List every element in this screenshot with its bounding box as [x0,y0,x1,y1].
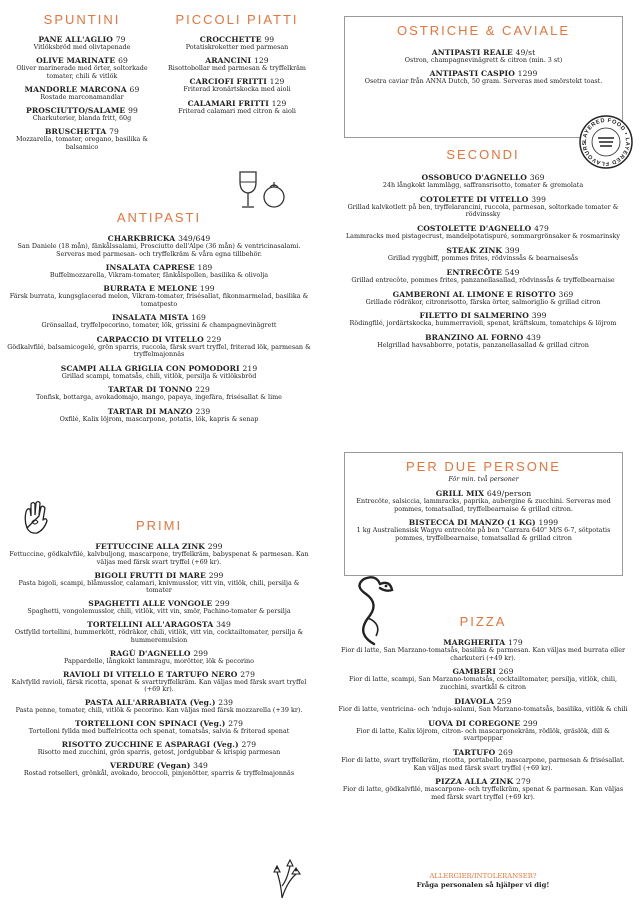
primi-title: PRIMI [135,518,183,533]
menu-item-price: 479 [534,224,549,234]
menu-item-title: RAVIOLI DI VITELLO E TARTUFO NERO [62,669,238,679]
menu-item [6,698,312,715]
menu-item-price: 79 [109,127,119,137]
menu-item-description: Fior di latte, scampi, San Marzano-tomatsås, cocktailtomater, persilja, vitlök, chili, zucchini, svartkål & citron [348,675,618,691]
menu-item [6,571,312,595]
piccoli-piatti-section [160,12,314,120]
menu-item [338,268,628,285]
menu-item-title: SPAGHETTI ALLE VONGOLE [88,599,213,609]
menu-item-price: 99 [128,106,138,116]
menu-item-title: VERDURE (Vegan) [110,761,191,771]
menu-item-description: Grillad scampi, tomatsås, chili, vitlök, persilja & vitlöksbröd [61,371,257,380]
menu-item-description: Pappardelle, långkokt lammragu, morötter, lök & pecorino [63,656,255,665]
menu-item-description: Entrecôte, salsiccia, lammracks, paprika, aubergine & zucchini. Serveras med pommes, tomatsallad, tryffelbearnaise & grillad citron. [356,497,611,513]
menu-item-title: PANE ALL'AGLIO [38,35,113,44]
wine-glass-tomato-icon [232,170,292,212]
menu-item [6,407,312,424]
menu-item-title: STEAK ZINK [446,245,503,255]
menu-item-title: FILETTO DI SALMERINO [419,311,529,321]
menu-item-description: Tonfisk, bottarga, avokadomajo, mango, papaya, ingefära, frisésallat & lime [36,393,282,402]
primi-section [6,518,312,782]
menu-item [348,69,619,86]
menu-item-price: 269 [498,667,514,677]
menu-item-title: ENTRECÔTE [446,267,502,277]
menu-item-description: Helgrillad havsabborre, potatis, panzanellasallad & grillad citron [377,341,589,350]
menu-item-price: 299 [207,542,223,551]
per-due-subtitle: För min. två personer [448,475,519,483]
menu-item [160,35,314,52]
menu-item-description: Rostade marconamandlar [40,92,124,101]
menu-item-title: MARGHERITA [443,638,506,647]
menu-item [348,489,619,513]
ostriche-title: OSTRICHE & CAVIALE [396,23,570,38]
antipasti-section [6,210,312,428]
menu-item-description: Fior di latte, San Marzano-tomatsås, basilika & parmesan. Kan väljas med burrata eller charkuteri (+49 kr). [340,646,626,662]
menu-item-description: Friterad calamari med citron & aioli [178,106,296,115]
menu-item [338,246,628,263]
menu-item-price: 399 [531,194,547,204]
per-due-title: PER DUE PERSONE [406,459,561,474]
spuntini-section [8,12,156,156]
ostriche-section [348,23,619,91]
menu-item-description: Osetra caviar från ANNA Dutch, 50 gram. Serveras med smörstekt toast. [364,77,603,86]
menu-item-price: 279 [228,719,243,729]
menu-item-description: Tortelloni fyllda med buffelricotta och spenat, tomatsås, salvia & friterad spenat [28,727,290,736]
menu-item [338,290,628,307]
menu-item-price: 259 [496,696,512,706]
menu-item-title: CALAMARI FRITTI [187,98,269,108]
menu-item-price: 229 [206,334,222,344]
menu-item-description: Oliver marinerade med örter, soltorkade tomater, chili & vitlök [16,64,148,80]
menu-item-price: 369 [558,289,574,299]
menu-item [6,313,312,330]
menu-item-description: Grillad kalvkotlett på ben, tryffelarancini, ruccola, parmesan, soltorkade tomater & rödvinssky [347,202,619,219]
menu-item-price: 179 [508,638,523,647]
menu-item-price: 399 [531,311,547,321]
menu-item-price: 649/person [486,489,532,498]
menu-item-description: Fior di latte, ventricina- och 'nduja-salami, San Marzano-tomatsås, basilika, vitlök & chili [338,704,628,713]
menu-item [6,740,312,757]
menu-item-description: Fior di latte, gödkalvfilé, mascarpone- och tryffelkräm, spenat & parmesan. Kan väljas med färsk svart tryffel (+69 kr). [342,785,624,801]
menu-item-title: BURRATA E MELONE [103,284,198,294]
menu-item-description: Potatiskroketter med parmesan [185,43,289,51]
menu-item-description: Fettuccine, gödkalvfilé, kalvbuljong, mascarpone, tryffelkräm, babyspenat & parmesan. Kan väljas med färsk svart tryffel (+69 kr). [9,550,309,566]
menu-item-title: PROSCIUTTO/SALAME [26,106,126,116]
menu-item-title: CARCIOFI FRITTI [189,77,267,87]
per-due-section [348,459,619,547]
menu-item-title: ANTIPASTI CASPIO [429,69,515,79]
menu-item-price: 1999 [538,517,559,527]
piccoli-piatti-title: PICCOLI PIATTI [175,12,299,27]
menu-item-title: TORTELLONI CON SPINACI (Veg.) [75,719,226,729]
menu-item [338,333,628,350]
menu-item [6,599,312,616]
menu-item-description: Buffelmozzarella, Vikram-tomater, fänkålspollen, basilika & olivolja [49,270,269,279]
menu-item [8,85,156,102]
menu-item-title: INSALATA CAPRESE [105,262,195,272]
menu-item-description: Rostad rotselleri, grönkål, avokado, broccoli, pinjenötter, sparris & tryffelmajonnäs [23,769,295,778]
menu-item-title: TARTUFO [453,747,496,757]
menu-item-title: RISOTTO ZUCCHINE E ASPARAGI (Veg.) [61,740,239,750]
menu-item-price: 239 [195,406,211,416]
menu-item [6,620,312,644]
menu-item-price: 349 [193,761,208,771]
menu-item-title: BIGOLI FRUTTI DI MARE [94,570,206,580]
menu-item [6,670,312,694]
menu-item [6,234,312,258]
menu-item-description: Ostron, champagnevinägrett & citron (min. 3 st) [404,56,563,64]
menu-item [6,385,312,402]
menu-item [338,224,628,241]
menu-item-description: Risottobollar med parmesan & tryffelkräm [167,64,306,73]
menu-item-description: Friterad kronärtskocka med aioli [183,85,291,94]
menu-item-description: Grönsallad, tryffelpecorino, tomater, lök, grissini & champagnevinägrett [41,321,277,330]
badge-text: LAYERED FOOD • LAYERED FLAVOURS [581,117,631,167]
menu-item-description: Ostfylld tortellini, hummerkött, rödräkor, chili, vitlök, vitt vin, cocktailtomater, persilja & hummeremulsion [14,628,304,644]
menu-item-title: GRILL MIX [435,489,485,498]
pizza-section [338,614,628,807]
menu-item-description: 1 kg Australiensisk Wagyu entrecôte på ben "Carrara 640" M/S 6-7, sötpotatis pommes, tryffelbearnaise, tomatsallad & grillad citron [356,525,611,542]
menu-item [6,542,312,566]
antipasti-title: ANTIPASTI [116,210,202,225]
menu-item-price: 239 [218,698,234,708]
menu-item-title: BRANZINO AL FORNO [425,333,524,343]
menu-item-price: 129 [269,77,285,87]
menu-item-description: Pasta bigoli, scampi, blåmusslor, calamari, knivmusslor, vitt vin, vitlök, chili, persilja & tomater [18,578,300,595]
menu-item [6,263,312,280]
menu-item-price: 129 [271,98,287,108]
menu-item [338,173,628,190]
menu-item [338,777,628,801]
secondi-title: SECONDI [446,147,520,162]
secondi-section [338,147,628,355]
menu-item-title: UOVA DI COREGONE [428,718,521,728]
menu-item [6,649,312,666]
menu-item-title: SCAMPI ALLA GRIGLIA CON POMODORI [60,363,240,373]
spuntini-title: SPUNTINI [43,12,121,27]
menu-item-title: PIZZA ALLA ZINK [435,777,514,787]
menu-item-description: Fior di latte, svart tryffelkräm, ricotta, portabello, mascarpone, parmesan & frisésallat. Kan väljas med färsk svart tryffel (+69 kr). [341,755,625,772]
menu-item-title: CROCCHETTE [199,35,262,44]
menu-item-price: 369 [529,173,545,182]
menu-item [160,77,314,94]
menu-item [6,761,312,778]
menu-item-title: ANTIPASTI REALE [431,48,513,57]
menu-item [338,748,628,772]
menu-item-price: 199 [199,284,215,294]
allergy-help: Fråga personalen så hjälper vi dig! [416,880,550,889]
menu-item-title: TARTAR DI TONNO [108,385,193,395]
menu-item-description: Risotto med zucchini, grön sparris, getost, jordgubbar & krispig parmesan [37,748,281,757]
menu-item-description: Vitlöksbröd med olivtapenade [33,43,131,51]
menu-item-price: 349 [216,620,231,630]
menu-item-description: Grillad ryggbiff, pommes frites, rödvinssås & bearnaisesås [387,253,579,262]
menu-item [160,56,314,73]
menu-item-title: FETTUCCINE ALLA ZINK [95,542,206,551]
menu-item-price: 299 [522,718,538,728]
menu-item [338,719,628,743]
menu-item-price: 229 [195,385,210,395]
menu-item-title: CHARKBRICKA [107,234,176,243]
menu-item-price: 399 [504,245,520,255]
menu-item-description: Spaghetti, vongolemusslor, chili, vitlök, vitt vin, smör, Pachino-tomater & persilja [27,607,291,616]
menu-item [6,719,312,736]
menu-item-title: MANDORLE MARCONA [24,84,127,94]
menu-item-title: TARTAR DI MANZO [107,406,193,416]
menu-item [348,48,619,65]
menu-item-description: Grillade rödräkor, citronrisotto, färska örter, salmoriglio & grillad citron [365,297,601,306]
menu-item-title: GAMBERI [452,667,496,677]
menu-item-description: Oxfilé, Kalix löjrom, mascarpone, potatis, lök, kapris & senap [59,414,259,423]
menu-item-title: BISTECCA DI MANZO (1 KG) [408,517,536,527]
pizza-title: PIZZA [459,614,507,629]
menu-item [348,518,619,542]
menu-item-title: BRUSCHETTA [45,127,107,137]
flower-sprig-icon [270,856,304,900]
menu-item-description: Gödkalvfilé, balsamicogelé, grön sparris, ruccola, färsk svart tryffel, friterad lök, parmesan & tryffelmajonnäs [7,342,311,359]
menu-item-description: Rödingfilé, jordärtskocka, hummerravioli, spenat, kräftskum, tomatchips & löjrom [349,319,617,328]
menu-item [6,284,312,308]
menu-item-price: 69 [118,56,128,66]
menu-item-description: Pasta penne, tomater, chili, vitlök & pecorino. Kan väljas med färsk mozzarella (+39 kr). [15,706,303,715]
menu-item-price: 279 [241,740,257,750]
menu-item-price: 1299 [517,69,538,79]
menu-item-price: 439 [526,333,541,343]
menu-item [8,56,156,80]
menu-item-price: 99 [264,35,275,44]
menu-item-price: 299 [208,570,224,580]
menu-item [6,364,312,381]
menu-item-title: GAMBERONI AL LIMONE E RISOTTO [392,289,556,299]
menu-item-price: 79 [115,35,126,44]
menu-item [338,195,628,219]
menu-item [160,99,314,116]
menu-item-title: RAGÙ D'AGNELLO [109,648,191,658]
menu-item-title: TORTELLINI ALL'ARAGOSTA [87,620,214,630]
menu-item-description: 24h långkokt lammlägg, saffransrisotto, tomater & gremolata [382,181,584,189]
menu-item [6,335,312,359]
menu-item-price: 299 [193,648,209,658]
menu-item-price: 129 [253,56,269,66]
menu-item-description: Grillad entrecôte, pommes frites, panzanellasallad, rödvinssås & tryffelbearnaise [351,275,615,284]
menu-item-price: 279 [240,669,255,679]
allergy-note [338,872,628,889]
menu-item-price: 549 [504,267,520,277]
menu-item-title: INSALATA MISTA [112,313,189,323]
allergy-question: ALLERGIER/INTOLERANSER? [429,872,537,880]
menu-item-price: 349/649 [178,234,211,243]
menu-item-title: PASTA ALL'ARRABIATA (Veg.) [84,698,216,708]
menu-item-description: Lammracks med pistagecrust, mandelpotatispuré, sommargrönsaker & rosmarinsky [345,232,621,241]
menu-item-price: 49/st [515,48,536,57]
menu-item-price: 269 [498,747,513,757]
menu-item [338,638,628,662]
menu-item-title: OLIVE MARINATE [36,56,116,66]
menu-item-title: OSSOBUCO D'AGNELLO [421,173,527,182]
menu-item-description: Fior di latte, Kalix löjrom, citron- och mascarponekräm, rödlök, gräslök, dill & svartpeppar [356,726,610,743]
menu-item-title: COSTOLETTE D'AGNELLO [417,224,532,234]
menu-item [338,697,628,714]
menu-item-price: 219 [242,363,258,373]
menu-item-title: ARANCINI [205,56,252,66]
menu-item-price: 169 [191,313,206,323]
menu-item-description: Charkuterier, blanda fritt, 60g [32,114,132,123]
menu-item-price: 69 [129,84,140,94]
menu-item-price: 189 [197,262,213,272]
menu-item [338,667,628,691]
menu-item-price: 299 [214,599,230,609]
menu-item-description: Kalvfylld ravioli, färsk ricotta, spenat & svarttryffelkräm. Kan väljas med färsk svart tryffel (+69 kr). [11,677,307,694]
menu-item-title: CARPACCIO DI VITELLO [96,334,204,344]
menu-item [8,106,156,123]
menu-item-description: Mozzarella, tomater, oregano, basilika & balsamico [15,135,149,151]
menu-item-description: San Daniele (18 mån), fänkålssalami, Prosciutto dell'Alpe (36 mån) & ventricinasalami. Serveras med parmesan- och tryffelkräm & våra egna tillbehör. [17,242,301,258]
menu-item [8,35,156,52]
menu-item-price: 279 [516,777,531,787]
menu-item-title: COTOLETTE DI VITELLO [419,194,529,204]
menu-item [8,127,156,151]
menu-item [338,311,628,328]
menu-item-description: Färsk burrata, kungsglacerad melon, Vikram-tomater, frisésallat, fikonmarmelad, basilika & tomatpesto [9,292,309,308]
menu-item-title: DIAVOLA [454,696,495,706]
